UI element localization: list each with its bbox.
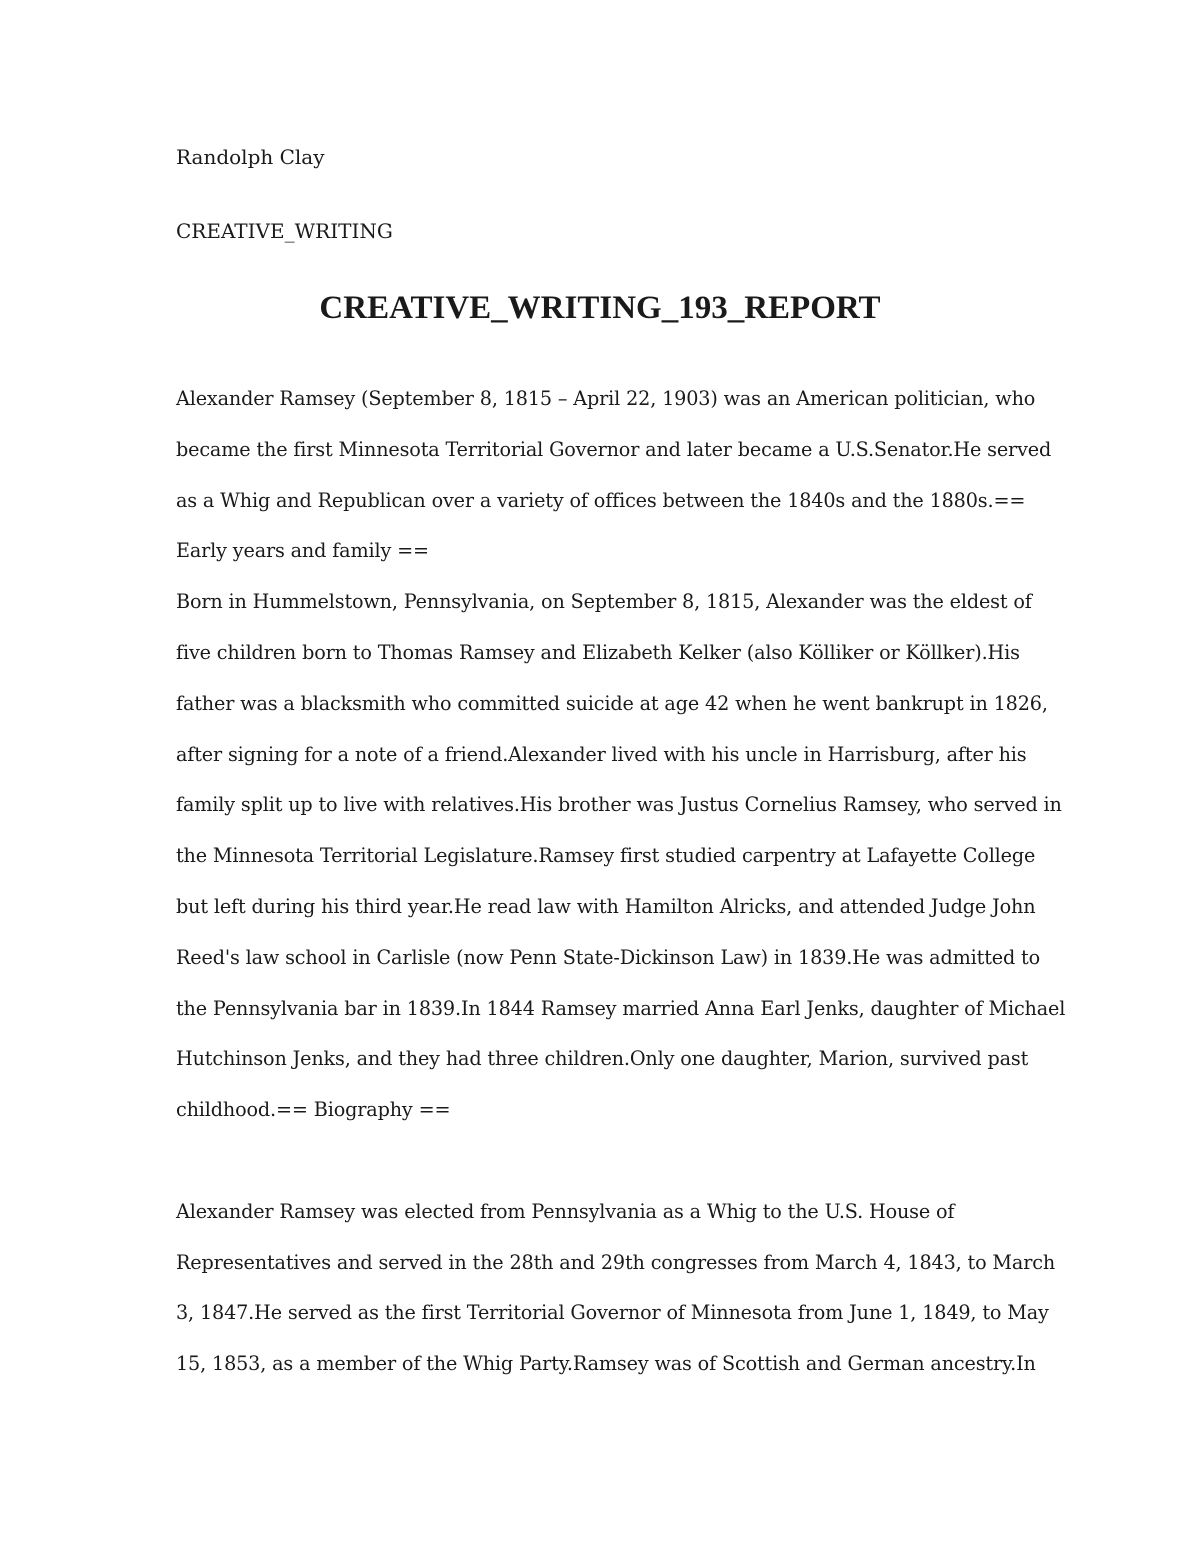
paragraph-spacer — [176, 1140, 1036, 1191]
text-line: Born in Hummelstown, Pennsylvania, on September 8, 1815, Alexander was the eldest of — [176, 590, 1032, 614]
text-line: the Minnesota Territorial Legislature.Ramsey first studied carpentry at Lafayette College — [176, 844, 1036, 868]
text-line: Representatives and served in the 28th and 29th congresses from March 4, 1843, to March — [176, 1250, 1056, 1274]
text-line: Alexander Ramsey (September 8, 1815 – April 22, 1903) was an American politician, who — [176, 387, 1036, 410]
text-line: Hutchinson Jenks, and they had three children.Only one daughter, Marion, survived past — [176, 1047, 1029, 1071]
text-line: 15, 1853, as a member of the Whig Party.Ramsey was of Scottish and German ancestry.In — [176, 1352, 1036, 1376]
text-line: after signing for a note of a friend.Alexander lived with his uncle in Harrisburg, after his — [176, 742, 1027, 766]
text-line: family split up to live with relatives.His brother was Justus Cornelius Ramsey, who served in — [176, 793, 1062, 817]
paragraph-biography — [176, 1191, 1056, 1394]
text-line: father was a blacksmith who committed suicide at age 42 when he went bankrupt in 1826, — [176, 691, 1048, 715]
paragraph-intro — [176, 378, 1052, 581]
text-line: Early years and family == — [176, 539, 429, 563]
text-line: Reed's law school in Carlisle (now Penn State-Dickinson Law) in 1839.He was admitted to — [176, 945, 1041, 969]
text-line: as a Whig and Republican over a variety of offices between the 1840s and the 1880s.== — [176, 488, 1026, 512]
report-body — [176, 378, 1066, 1394]
text-line: Alexander Ramsey was elected from Pennsylvania as a Whig to the U.S. House of — [176, 1199, 955, 1223]
text-line: 3, 1847.He served as the first Territorial Governor of Minnesota from June 1, 1849, to May — [176, 1301, 1049, 1325]
text-line: became the first Minnesota Territorial Governor and later became a U.S.Senator.He served — [176, 437, 1052, 461]
text-line: but left during his third year.He read law with Hamilton Alricks, and attended Judge John — [176, 894, 1036, 918]
course-name: CREATIVE_WRITING — [176, 219, 393, 243]
text-line: the Pennsylvania bar in 1839.In 1844 Ramsey married Anna Earl Jenks, daughter of Michael — [176, 996, 1066, 1020]
text-line: five children born to Thomas Ramsey and Elizabeth Kelker (also Kölliker or Köllker).His — [176, 640, 1020, 664]
text-line: childhood.== Biography == — [176, 1098, 451, 1122]
paragraph-early-years — [176, 581, 1066, 1140]
author-name: Randolph Clay — [176, 145, 325, 169]
report-title: CREATIVE_WRITING_193_REPORT — [319, 290, 881, 326]
